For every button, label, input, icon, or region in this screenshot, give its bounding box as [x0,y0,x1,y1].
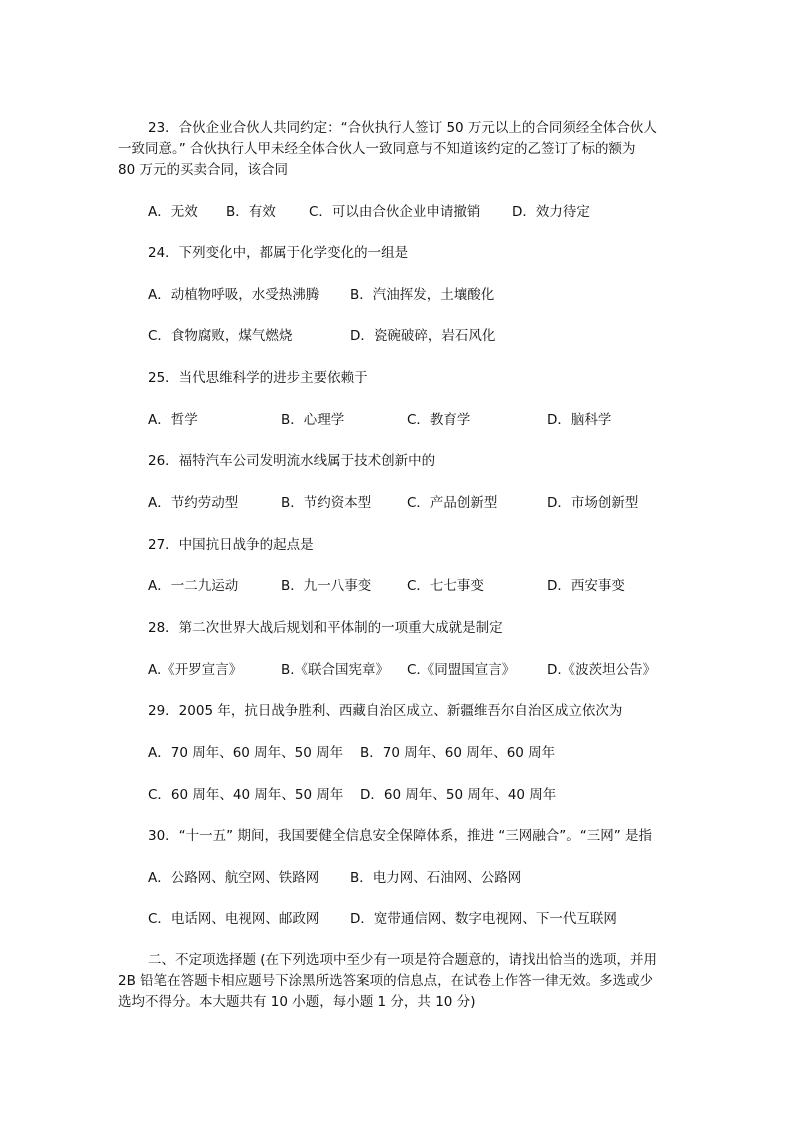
question-25-option-d: D．脑科学 [547,412,612,428]
question-27-option-a: A．一二九运动 [148,578,239,594]
question-30-stem: 30．“十一五” 期间，我国要健全信息安全保障体系，推进 “三网融合”。“三网” 是指 [148,828,653,844]
question-23-line-3: 80 万元的买卖合同，该合同 [118,162,288,178]
section-heading-line-2: 2B 铅笔在答题卡相应题号下涂黑所选答案项的信息点，在试卷上作答一律无效。多选或少 [118,973,654,989]
question-27-option-d: D．西安事变 [547,578,625,594]
question-23-line-2: 一致同意。” 合伙执行人甲未经全体合伙人一致同意与不知道该约定的乙签订了标的额为 [118,141,636,157]
question-29-option-b: B．70 周年、60 周年、60 周年 [360,745,556,761]
question-24-option-c: C．食物腐败，煤气燃烧 [148,328,293,344]
question-25-option-c: C．教育学 [407,412,471,428]
question-28-option-a: A.《开罗宣言》 [148,662,243,678]
question-26-option-a: A．节约劳动型 [148,495,239,511]
question-25-option-b: B．心理学 [281,412,345,428]
question-25-option-a: A．哲学 [148,412,198,428]
question-28-option-c: C.《同盟国宣言》 [407,662,516,678]
question-30-option-d: D．宽带通信网、数字电视网、下一代互联网 [350,911,617,927]
question-28-option-b: B.《联合国宪章》 [281,662,390,678]
question-30-option-b: B．电力网、石油网、公路网 [350,870,522,886]
question-24-option-a: A．动植物呼吸，水受热沸腾 [148,287,320,303]
question-25-stem: 25．当代思维科学的进步主要依赖于 [148,370,368,386]
question-23-option-a: A．无效 [148,204,198,220]
question-23-option-d: D．效力待定 [512,204,590,220]
question-24-option-b: B．汽油挥发，土壤酸化 [350,287,495,303]
question-23-option-c: C．可以由合伙企业申请撤销 [309,204,481,220]
question-28-stem: 28．第二次世界大战后规划和平体制的一项重大成就是制定 [148,620,503,636]
question-29-option-c: C．60 周年、40 周年、50 周年 [148,787,344,803]
section-heading-line-1: 二、不定项选择题 (在下列选项中至少有一项是符合题意的，请找出恰当的选项，并用 [148,952,658,968]
question-26-stem: 26．福特汽车公司发明流水线属于技术创新中的 [148,453,436,469]
section-heading-line-3: 选均不得分。本大题共有 10 小题，每小题 1 分，共 10 分) [118,994,476,1010]
question-30-option-a: A．公路网、航空网、铁路网 [148,870,320,886]
question-26-option-b: B．节约资本型 [281,495,372,511]
question-29-stem: 29．2005 年，抗日战争胜利、西藏自治区成立、新疆维吾尔自治区成立依次为 [148,703,623,719]
question-23-line-1: 23．合伙企业合伙人共同约定：“合伙执行人签订 50 万元以上的合同须经全体合伙人 [148,120,657,136]
question-26-option-d: D．市场创新型 [547,495,639,511]
question-27-stem: 27．中国抗日战争的起点是 [148,537,314,553]
question-24-stem: 24．下列变化中，都属于化学变化的一组是 [148,245,409,261]
question-29-option-d: D．60 周年、50 周年、40 周年 [360,787,557,803]
question-28-option-d: D.《波茨坦公告》 [547,662,657,678]
question-30-option-c: C．电话网、电视网、邮政网 [148,911,320,927]
question-23-option-b: B．有效 [226,204,276,220]
question-27-option-b: B．九一八事变 [281,578,372,594]
question-24-option-d: D．瓷碗破碎，岩石风化 [350,328,496,344]
question-27-option-c: C．七七事变 [407,578,484,594]
question-26-option-c: C．产品创新型 [407,495,498,511]
question-29-option-a: A．70 周年、60 周年、50 周年 [148,745,344,761]
